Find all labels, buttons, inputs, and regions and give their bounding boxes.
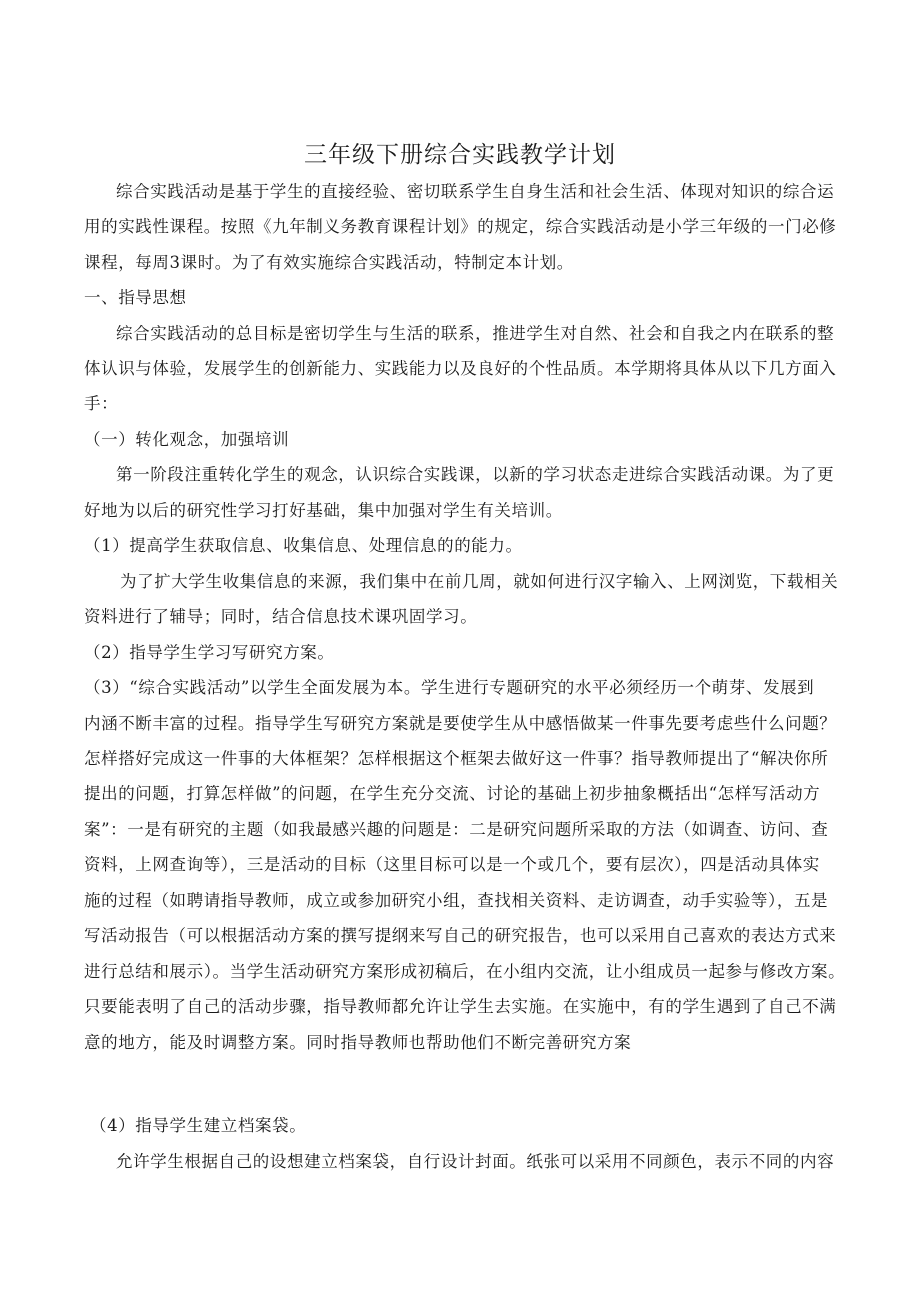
section-heading: 一、指导思想	[84, 288, 187, 307]
text-line: 为了扩大学生收集信息的来源，我们集中在前几周，就如何进行汉字输入、上网浏览，下载相关	[120, 572, 839, 591]
text-line: 资料，上网查询等），三是活动的目标（这里目标可以是一个或几个，要有层次），四是活动具体实	[84, 855, 820, 874]
text-line: 内涵不断丰富的过程。指导学生写研究方案就是要使学生从中感悟做某一件事先要考虑些什么问题？	[84, 714, 837, 733]
list-item-heading: （1）提高学生获取信息、收集信息、处理信息的的能力。	[84, 536, 523, 555]
text-line: 体认识与体验，发展学生的创新能力、实践能力以及良好的个性品质。本学期将具体从以下几方面入	[84, 359, 837, 378]
text-line: 只要能表明了自己的活动步骤，指导教师都允许让学生去实施。在实施中，有的学生遇到了自己不满	[84, 997, 837, 1016]
text-line: 写活动报告（可以根据活动方案的撰写提纲来写自己的研究报告，也可以采用自己喜欢的表达方式来	[84, 926, 837, 945]
text-line: 用的实践性课程。按照《九年制义务教育课程计划》的规定，综合实践活动是小学三年级的一门必修	[84, 217, 837, 236]
text-line: 综合实践活动的总目标是密切学生与生活的联系，推进学生对自然、社会和自我之内在联系的整	[116, 324, 835, 343]
text-line: 课程，每周3课时。为了有效实施综合实践活动，特制定本计划。	[84, 253, 574, 272]
page-title: 三年级下册综合实践教学计划	[304, 142, 616, 168]
text-line: 综合实践活动是基于学生的直接经验、密切联系学生自身生活和社会生活、体现对知识的综合运	[116, 182, 835, 201]
text-line: 提出的问题，打算怎样做”的问题，在学生充分交流、讨论的基础上初步抽象概括出“怎样写活动方	[84, 784, 821, 803]
text-line: 资料进行了辅导；同时，结合信息技术课巩固学习。	[84, 607, 478, 626]
text-line: 允许学生根据自己的设想建立档案袋，自行设计封面。纸张可以采用不同颜色，表示不同的内容	[116, 1152, 835, 1171]
text-line: （3）“综合实践活动”以学生全面发展为本。学生进行专题研究的水平必须经历一个萌芽、发展到	[84, 678, 815, 697]
text-line: 怎样搭好完成这一件事的大体框架？怎样根据这个框架去做好这一件事？指导教师提出了“解决你所	[84, 749, 829, 768]
text-line: 案”：一是有研究的主题（如我最感兴趣的问题是：二是研究问题所采取的方法（如调查、访问、查	[84, 820, 829, 839]
text-line: 意的地方，能及时调整方案。同时指导教师也帮助他们不断完善研究方案	[84, 1033, 632, 1052]
subsection-heading: （一）转化观念，加强培训	[84, 430, 290, 449]
text-line: 施的过程（如聘请指导教师，成立或参加研究小组，查找相关资料、走访调查，动手实验等），五是	[84, 891, 829, 910]
text-line: 第一阶段注重转化学生的观念，认识综合实践课，以新的学习状态走进综合实践活动课。为了更	[116, 465, 835, 484]
text-line: 进行总结和展示）。当学生活动研究方案形成初稿后，在小组内交流，让小组成员一起参与修改方案。	[84, 962, 846, 981]
list-item-heading: （2）指导学生学习写研究方案。	[84, 643, 335, 662]
list-item-heading: （4）指导学生建立档案袋。	[90, 1116, 307, 1135]
text-line: 好地为以后的研究性学习打好基础，集中加强对学生有关培训。	[84, 501, 563, 520]
text-line: 手：	[84, 394, 119, 413]
